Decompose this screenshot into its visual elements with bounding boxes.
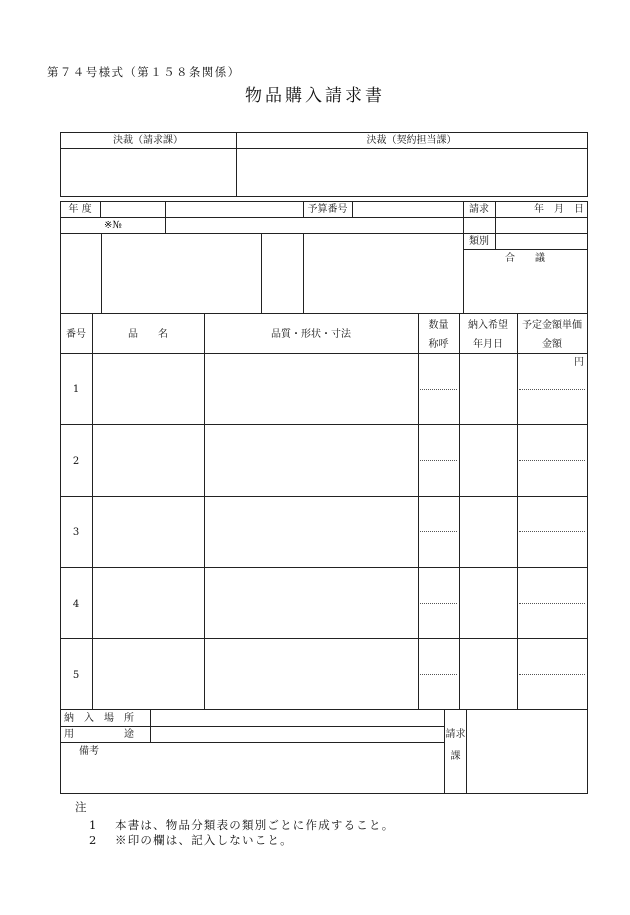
header-number: 番号 [66, 329, 86, 340]
header-delivery-wish: 納入希望 [468, 320, 508, 331]
table-row[interactable] [60, 497, 587, 567]
note-text: 本書は、物品分類表の類別ごとに作成すること。 [115, 818, 395, 832]
header-delivery-date: 年月日 [473, 339, 503, 350]
row-number: 3 [72, 527, 80, 538]
request-date-label: 年 月 日 [534, 204, 584, 215]
notes-label: 注 [75, 800, 88, 814]
header-unit-name: 称呼 [428, 339, 449, 350]
rule [60, 196, 588, 197]
page-title: 物品購入請求書 [245, 86, 385, 106]
budget-number-label: 予算番号 [307, 204, 348, 215]
row-number: 2 [72, 456, 80, 467]
request-label: 請求 [469, 204, 489, 215]
delivery-place-label: 納 入 場 所 [64, 713, 134, 724]
request-section-field[interactable] [467, 710, 587, 793]
note-text: ※印の欄は、記入しないこと。 [115, 833, 293, 847]
table-row[interactable] [60, 425, 587, 496]
contract-section-approval-label: 決裁（契約担当課） [366, 135, 457, 146]
request-section-label: 請求課 [445, 729, 466, 762]
header-quantity: 数量 [428, 320, 449, 331]
header-quality: 品質・形状・寸法 [271, 329, 351, 340]
fiscal-year-field[interactable] [101, 202, 165, 217]
note-number: 1 [89, 818, 98, 832]
row-number: 4 [72, 599, 80, 610]
requesting-section-approval-field[interactable] [61, 149, 236, 196]
rule [165, 201, 166, 234]
rule [60, 793, 588, 794]
rule [587, 313, 588, 710]
rule [587, 132, 588, 197]
fiscal-year-label: 年 度 [68, 204, 92, 215]
category-label: 類別 [469, 236, 489, 247]
request-number-field[interactable] [496, 218, 587, 233]
table-row[interactable] [60, 639, 587, 709]
rule [60, 132, 588, 133]
header-item-name: 品 名 [128, 329, 168, 340]
purpose-label: 用 途 [64, 729, 134, 740]
remarks-field[interactable] [61, 759, 444, 793]
consultation-field[interactable] [464, 266, 587, 313]
header-amount: 金額 [542, 339, 562, 350]
note-number: 2 [89, 833, 98, 847]
rule [60, 742, 444, 743]
rule [303, 233, 304, 314]
row-number: 5 [72, 670, 80, 681]
rule [463, 249, 588, 250]
rule [587, 709, 588, 794]
currency-label: 円 [574, 357, 584, 368]
rule [60, 201, 61, 314]
serial-number-label: ※№ [104, 220, 122, 231]
rule [60, 313, 588, 314]
consultation-label: 合 議 [505, 253, 545, 264]
table-row[interactable] [60, 568, 587, 638]
contract-section-approval-field[interactable] [237, 149, 587, 196]
rule [101, 233, 102, 314]
rule [587, 201, 588, 314]
delivery-place-field[interactable] [151, 710, 444, 726]
category-field[interactable] [496, 234, 587, 249]
requesting-section-approval-label: 決裁（請求課） [113, 135, 183, 146]
header-unit-price: 予定金額単価 [522, 320, 582, 331]
budget-number-field[interactable] [353, 202, 463, 217]
rule [261, 233, 262, 314]
table-row[interactable] [60, 354, 587, 424]
remarks-label: 備考 [79, 746, 99, 757]
row-number: 1 [72, 384, 80, 395]
form-number: 第７４号様式（第１５８条関係） [47, 65, 241, 79]
purpose-field[interactable] [151, 727, 444, 742]
